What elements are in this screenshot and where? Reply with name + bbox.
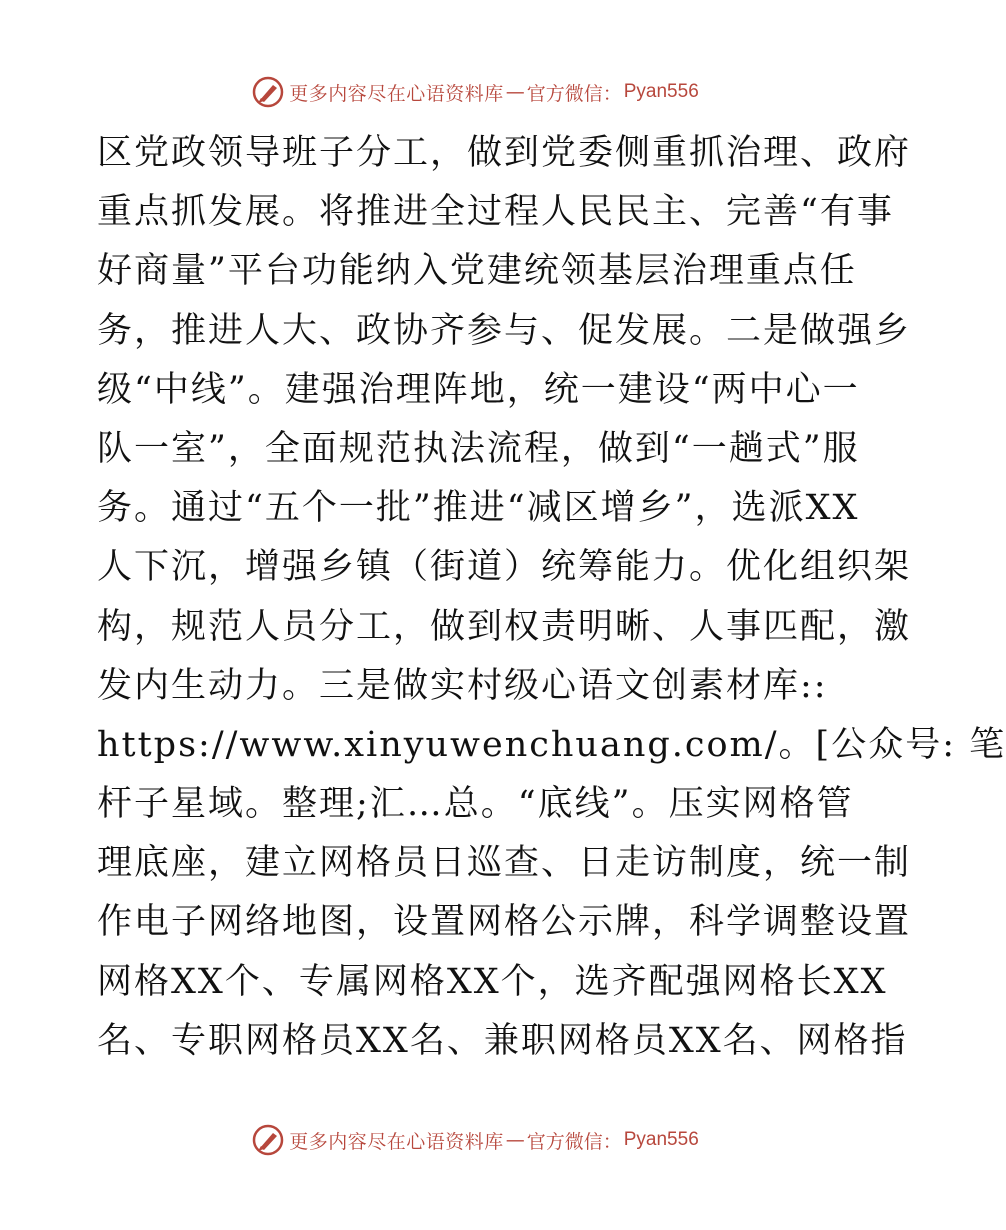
body-line: 务，推进人大、政协齐参与、促发展。二是做强乡 (97, 310, 912, 351)
header-banner (0, 72, 950, 112)
body-line: 发内生动力。三是做实村级心语文创素材库:: (97, 665, 828, 706)
footer-site-name: 更多内容尽在心语资料库 (289, 1130, 504, 1153)
footer-banner (0, 1120, 950, 1160)
header-separator: — (505, 81, 525, 103)
pen-nib-logo-icon (251, 1123, 285, 1157)
body-line-url: https://www.xinyuwenchuang.com/。[公众号: 笔 (97, 724, 1006, 765)
body-line: 人下沉，增强乡镇（街道）统筹能力。优化组织架 (97, 547, 912, 588)
body-line: 构，规范人员分工，做到权责明晰、人事匹配，激 (97, 606, 912, 647)
body-line: 名、专职网格员XX名、兼职网格员XX名、网格指 (97, 1020, 908, 1061)
body-line: 级“中线”。建强治理阵地，统一建设“两中心一 (97, 369, 860, 410)
body-line: 区党政领导班子分工，做到党委侧重抓治理、政府 (97, 133, 912, 173)
header-wechat-id: Pyan556 (623, 81, 699, 102)
footer-separator: — (505, 1129, 525, 1151)
body-line: 杆子星域。整理;汇…总。“底线”。压实网格管 (97, 784, 854, 825)
body-line: 理底座，建立网格员日巡查、日走访制度，统一制 (97, 843, 912, 884)
body-line: 好商量”平台功能纳入党建统领基层治理重点任 (97, 251, 857, 292)
footer-wechat-label: 官方微信： (526, 1130, 622, 1153)
document-body (97, 124, 1006, 1071)
body-line: 队一室”，全面规范执法流程，做到“一趟式”服 (97, 428, 860, 469)
header-wechat-label: 官方微信： (526, 82, 622, 105)
header-site-name: 更多内容尽在心语资料库 (289, 82, 504, 105)
pen-nib-logo-icon (251, 75, 285, 109)
body-line: 网格XX个、专属网格XX个，选齐配强网格长XX (97, 961, 888, 1002)
body-line: 务。通过“五个一批”推进“减区增乡”，选派XX (97, 488, 860, 529)
body-line: 重点抓发展。将推进全过程人民民主、完善“有事 (97, 192, 894, 233)
footer-wechat-id: Pyan556 (623, 1129, 699, 1150)
body-line: 作电子网络地图，设置网格公示牌，科学调整设置 (97, 902, 912, 943)
